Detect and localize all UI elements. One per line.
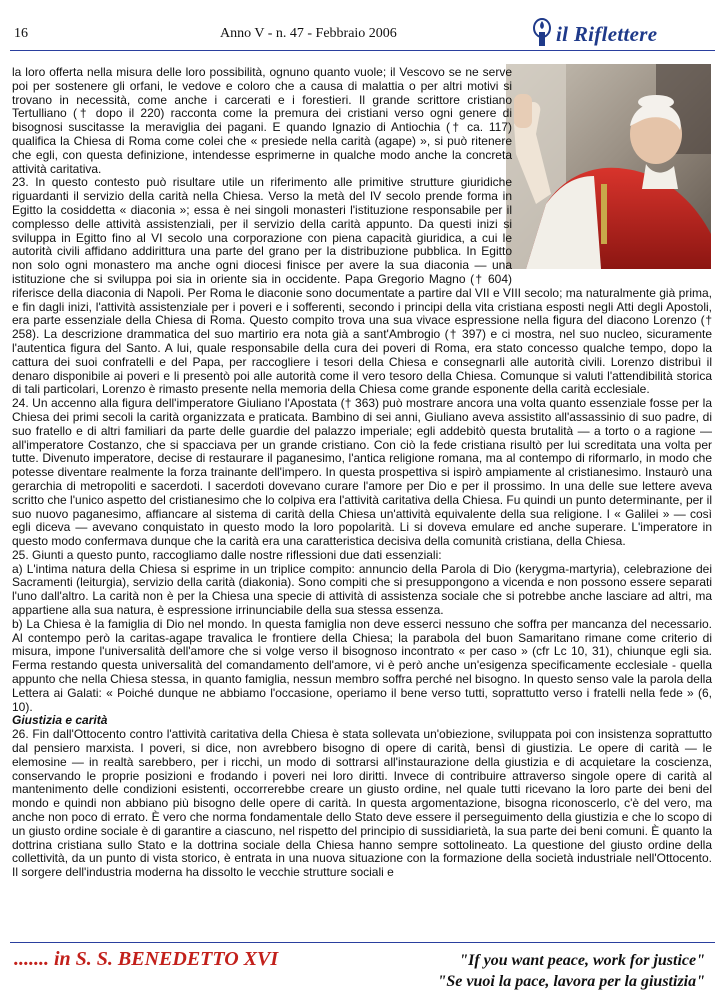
candle-icon — [530, 18, 554, 48]
logo-prefix: il — [556, 22, 569, 46]
logo-name: Riflettere — [573, 22, 658, 46]
paragraph: a) L'intima natura della Chiesa si esprime in un triplice compito: annuncio della Parola di Dio (kerygma-martyria), celebrazione dei Sacramenti (leiturgia), servizio della carità (diakonia). Sono compiti che si presuppongono a vicenda e non possono essere separati l'uno dall'altro. La carità non è per la Chiesa una specie di attività di assistenza sociale che si potrebbe anche lasciare ad altri, ma appartiene alla sua natura, è espressione irrinunciabile della sua stessa essenza. — [12, 561, 712, 618]
paragraph: 24. Un accenno alla figura dell'imperatore Giuliano l'Apostata († 363) può mostrare ancora una volta quanto essenziale fosse per la Chiesa dei primi secoli la carità organizzata e praticata. Bambino di sei anni, Giuliano aveva assistito all'assassinio di suo padre, di suo fratello e di altri familiari da parte delle guardie del palazzo imperiale; egli addebitò questa brutalità — a torto o a ragione — all'imperatore Costanzo, che si spacciava per un grande cristiano. Con ciò la fede cristiana risultò per lui screditata una volta per tutte. Divenuto imperatore, decise di restaurare il paganesimo, l'antica religione romana, ma al contempo di riformarlo, in modo che potesse diventare realmente la forza trainante dell'impero. In questa prospettiva si ispirò ampiamente al cristianesimo. Instaurò una gerarchia di metropoliti e sacerdoti. I sacerdoti dovevano curare l'amore per Dio e per il prossimo. In una delle sue lettere aveva scritto che l'unico aspetto del cristianesimo che lo colpiva era l'attività caritativa della Chiesa. Fu quindi un punto determinante, per il suo nuovo paganesimo, affiancare al sistema di carità della Chiesa un'attività equivalente della sua religione. I « Galilei » — così egli diceva — avevano conquistato in questo modo la loro popolarità. Li si doveva emulare ed anche superare. L'imperatore in questo modo confermava dunque che la carità era una caratteristica decisiva della comunità cristiana, della Chiesa. — [12, 396, 712, 549]
paragraph: 25. Giunti a questo punto, raccogliamo dalle nostre riflessioni due dati essenziali: — [12, 547, 442, 562]
logo-text — [556, 22, 657, 47]
paragraph: b) La Chiesa è la famiglia di Dio nel mondo. In questa famiglia non deve esserci nessuno che soffra per mancanza del necessario. Al contempo però la caritas-agape travalica le frontiere della Chiesa; la parabola del buon Samaritano rimane come criterio di misura, impone l'universalità dell'amore che si volge verso il bisognoso incontrato « per caso » (cfr Lc 10, 31), chiunque egli sia. Ferma restando questa universalità del comandamento dell'amore, vi è però anche un'esigenza specificamente ecclesiale - quella appunto che nella Chiesa stessa, in quanto famiglia, nessun membro soffra perché nel bisogno. In questo senso vale la parola della Lettera ai Galati: « Poiché dunque ne abbiamo l'occasione, operiamo il bene verso tutti, soprattutto verso i fratelli nella fede » (6, 10). — [12, 616, 712, 714]
footer-benedetto: ....... in S. S. BENEDETTO XVI — [14, 948, 279, 970]
footer-quote — [437, 950, 705, 992]
section-heading: Giustizia e carità — [12, 713, 108, 728]
paragraph: la loro offerta nella misura delle loro possibilità, ognuno quanto vuole; il Vescovo se ne serve poi per sostenere gli orfani, le vedove e coloro che a causa di malattia o per altri motivi si trovano in necessità, come anche i carcerati e i forestieri. Il grande scrittore cristiano Tertulliano († dopo il 220) racconta come la premura dei cristiani verso ogni genere di bisognosi suscitasse la meraviglia dei pagani. E quando Ignazio di Antiochia († ca. 117) qualifica la Chiesa di Roma come colei che « presiede nella carità (agape) », si può ritenere che egli, con questa definizione, intendesse esprimerne in qualche modo anche la concreta attività caritativa. — [12, 65, 512, 176]
photo-spacer — [512, 66, 712, 276]
issue-info: Anno V - n. 47 - Febbraio 2006 — [220, 26, 397, 41]
footer-rule — [10, 942, 715, 943]
paragraph: 26. Fin dall'Ottocento contro l'attività caritativa della Chiesa è stata sollevata un'obiezione, sviluppata poi con insistenza soprattutto dal pensiero marxista. I poveri, si dice, non avrebbero bisogno di opere di carità, bensì di giustizia. Le opere di carità — le elemosine — in realtà sarebbero, per i ricchi, un modo di sottrarsi all'instaurazione della giustizia e di acquietare la coscienza, conservando le proprie posizioni e frodando i poveri nei loro diritti. Invece di contribuire attraverso singole opere di carità al mantenimento delle condizioni esistenti, occorrerebbe creare un giusto ordine, nel quale tutti ricevano la loro parte dei beni del mondo e quindi non abbiano più bisogno delle opere di carità. In questa argomentazione, bisogna riconoscerlo, c'è del vero, ma anche non poco di errato. È vero che norma fondamentale dello Stato deve essere il perseguimento della giustizia e che lo scopo di un giusto ordine sociale è di garantire a ciascuno, nel rispetto del principio di sussidiarietà, la sua parte dei beni comuni. È quanto la dottrina cristiana sullo Stato e la dottrina sociale della Chiesa hanno sempre sottolineato. La questione del giusto ordine della collettività, da un punto di vista storico, è entrata in una nuova situazione con la formazione della società industriale nell'Ottocento. Il sorgere dell'industria moderna ha dissolto le vecchie strutture sociali e — [12, 727, 712, 880]
quote-english: "If you want peace, work for justice" — [459, 952, 705, 969]
article-body — [12, 66, 712, 880]
magazine-logo — [530, 18, 715, 48]
paragraph: 23. In questo contesto può risultare utile un riferimento alle primitive strutture giuridiche riguardanti il servizio della carità nella Chiesa. Verso la metà del IV secolo prende forma in Egitto la cosiddetta « diaconia »; essa è nei singoli monasteri l'istituzione responsabile per il complesso delle attività assistenziali, per il servizio della carità appunto. Da questi inizi si sviluppa in Egitto fino al VI secolo una corporazione con piena capacità giuridica, a cui le autorità civili affidano addirittura una parte del grano per la distribuzione pubblica. In Egitto non solo ogni monastero ma anche ogni diocesi finisce per avere la sua diaconia — una istituzione che si sviluppa poi sia in oriente sia in occidente. Papa Gregorio Magno († 604) riferisce della diaconia di Napoli. Per Roma le diaconie sono documentate a partire dal VII e VIII secolo; ma naturalmente già prima, e fin dagli inizi, l'attività assistenziale per i poveri e i sofferenti, secondo i principi della vita cristiana esposti negli Atti degli Apostoli, era parte essenziale della Chiesa di Roma. Questo compito trova una sua vivace espressione nella figura del diacono Lorenzo († 258). La descrizione drammatica del suo martirio era nota già a sant'Ambrogio († 397) e ci mostra, nel suo nucleo, sicuramente l'autentica figura del Santo. A lui, quale responsabile della cura dei poveri di Roma, era stato concesso qualche tempo, dopo la cattura dei suoi confratelli e del Papa, per raccogliere i tesori della Chiesa e consegnarli alle autorità civili. Lorenzo distribuì il denaro disponibile ai poveri e li presentò poi alle autorità come il vero tesoro della Chiesa. Comunque si valuti l'attendibilità storica di tali particolari, Lorenzo è rimasto presente nella memoria della Chiesa come grande esponente della carità ecclesiale. — [12, 175, 712, 397]
quote-italian: "Se vuoi la pace, lavora per la giustizia" — [437, 973, 705, 990]
header-rule — [10, 50, 715, 51]
page-number: 16 — [14, 26, 28, 41]
